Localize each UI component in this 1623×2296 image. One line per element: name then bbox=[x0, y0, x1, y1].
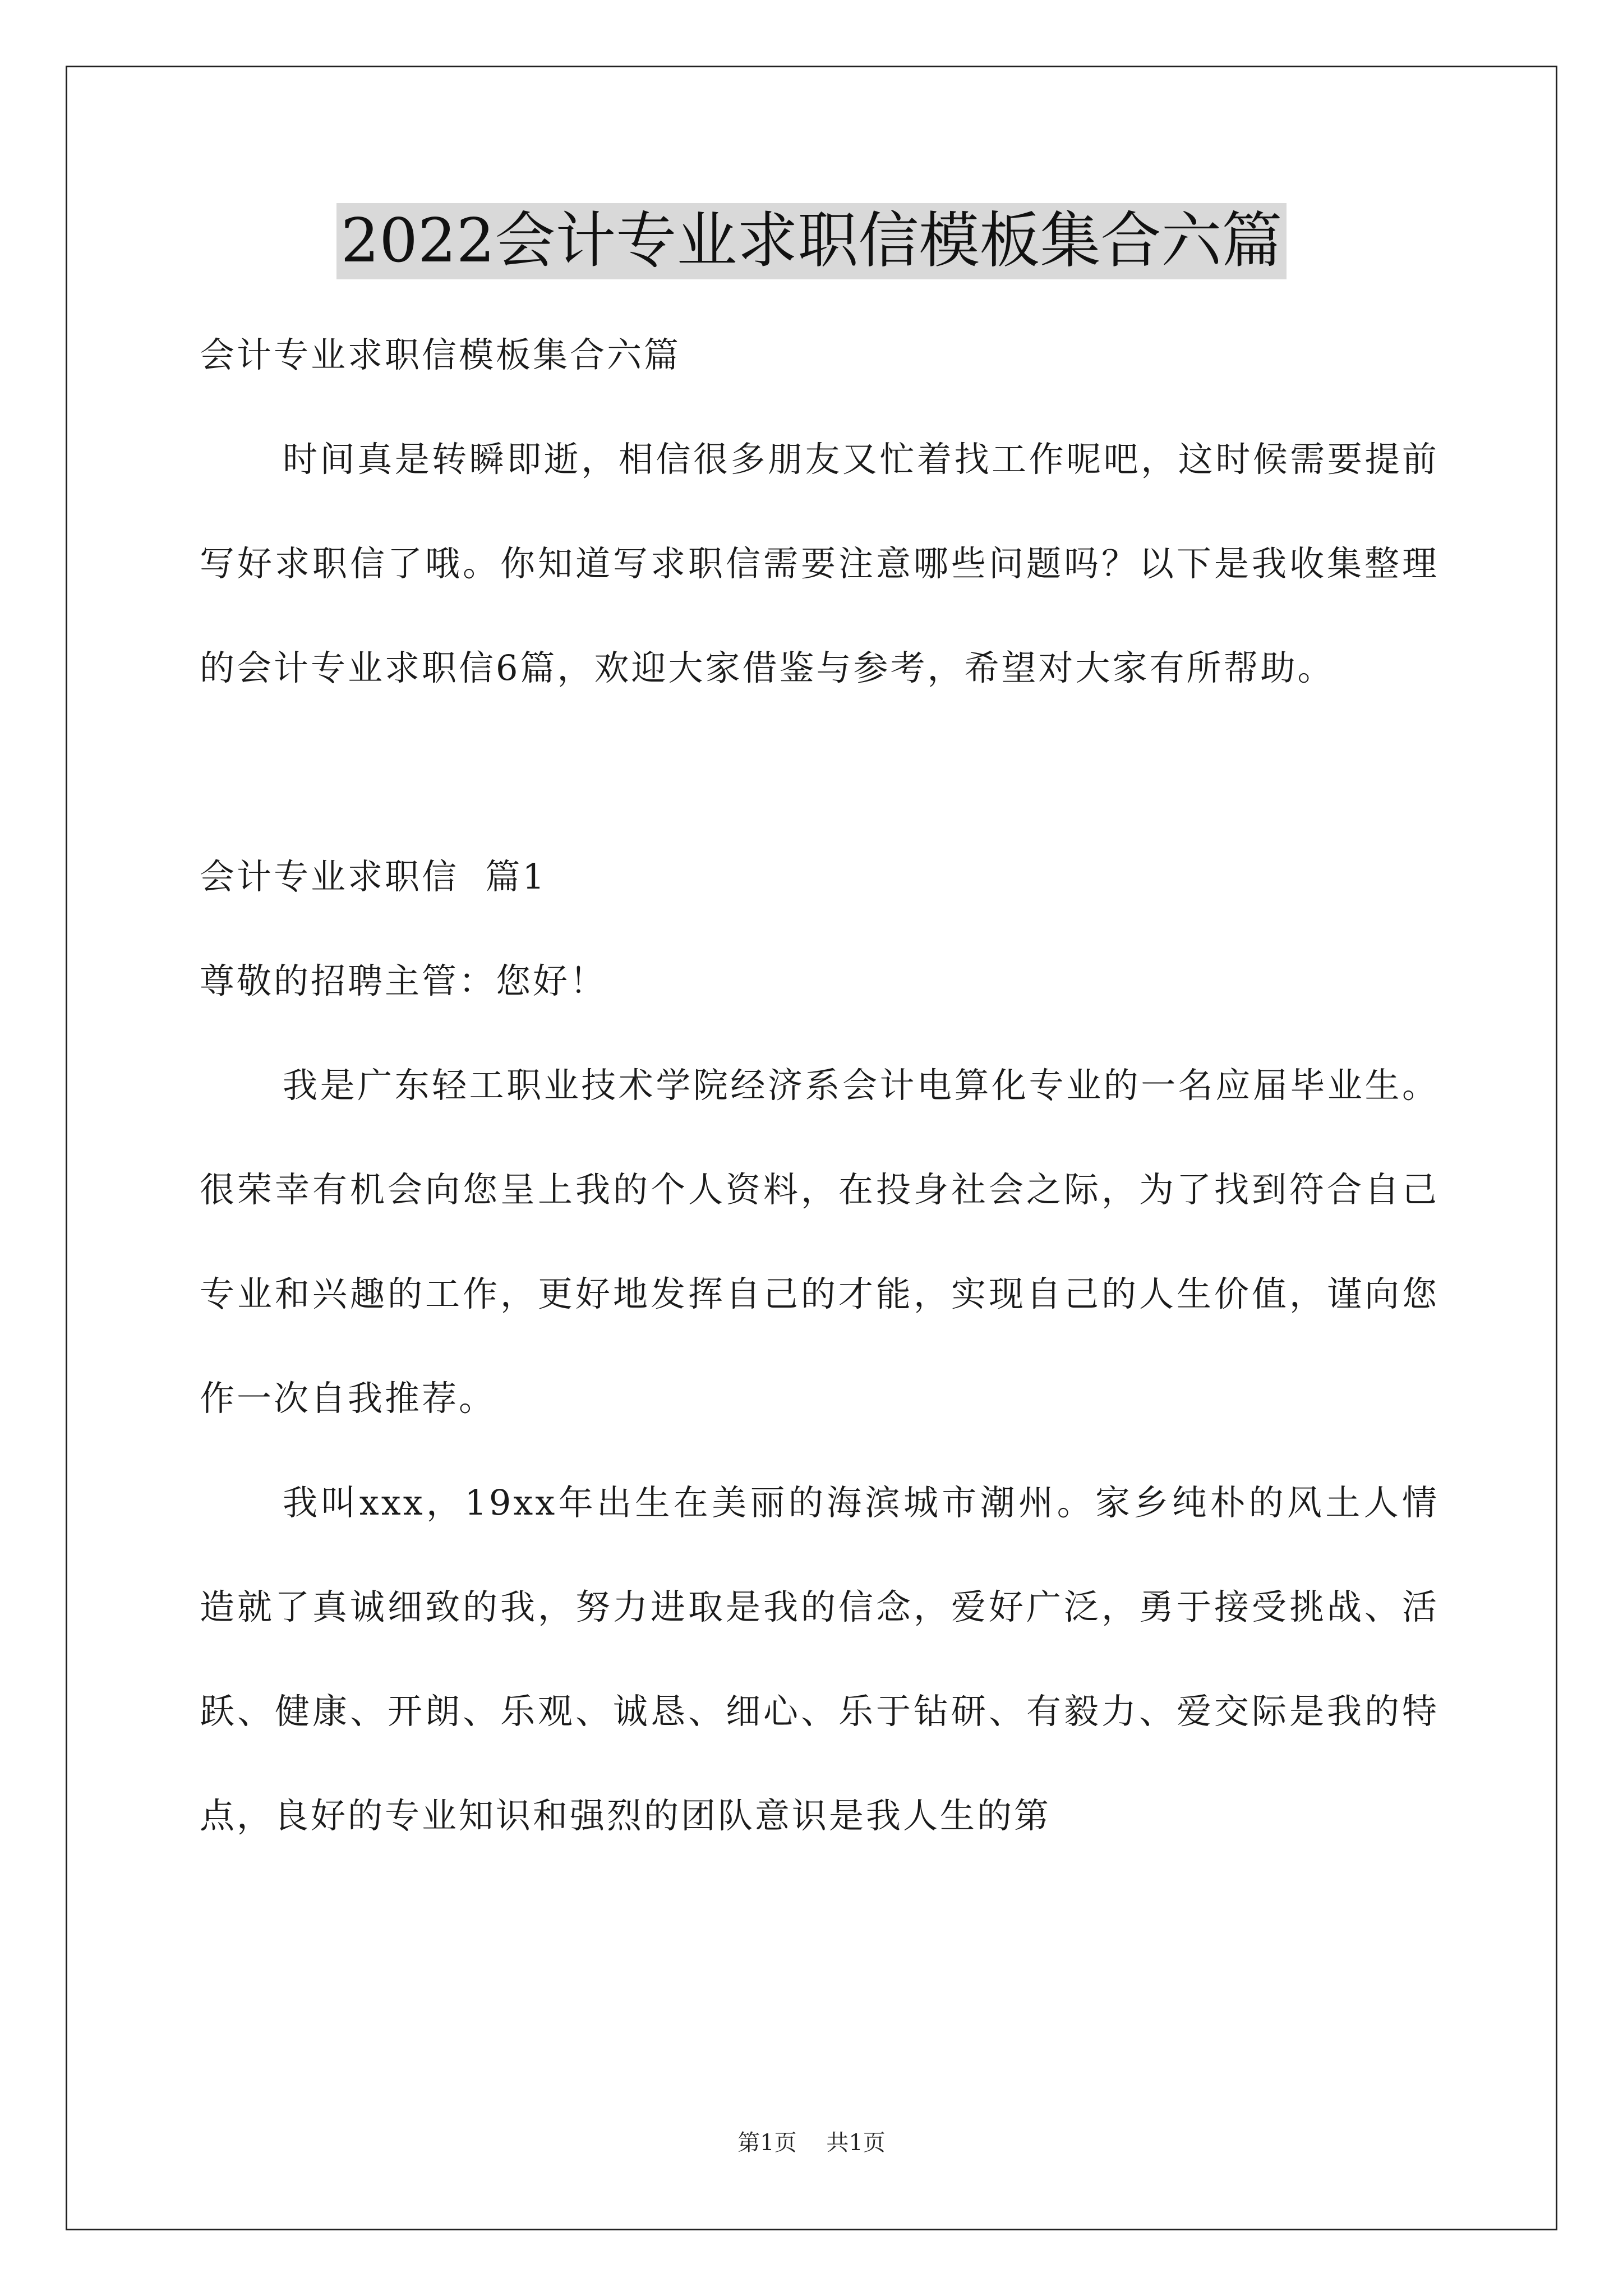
salutation: 尊敬的招聘主管：您好！ bbox=[200, 960, 607, 1001]
page-total: 共1页 bbox=[826, 2130, 886, 2156]
section-heading: 会计专业求职信 篇1 bbox=[200, 856, 547, 897]
document-title-wrapper bbox=[0, 203, 1623, 279]
document-title: 2022会计专业求职信模板集合六篇 bbox=[336, 203, 1287, 279]
section-spacer bbox=[200, 720, 1439, 825]
body-paragraph-1: 我是广东轻工职业技术学院经济系会计电算化专业的一名应届毕业生。很荣幸有机会向您呈上我的个人资料，在投身社会之际，为了找到符合自己专业和兴趣的工作，更好地发挥自己的才能，实现自己的人生价值，谨向您作一次自我推荐。 bbox=[200, 1065, 1439, 1419]
page-footer bbox=[0, 2129, 1623, 2156]
page-number: 第1页 bbox=[737, 2130, 797, 2156]
body-paragraph-2: 我叫xxx，19xx年出生在美丽的海滨城市潮州。家乡纯朴的风土人情造就了真诚细致的我，努力进取是我的信念，爱好广泛，勇于接受挑战、活跃、健康、开朗、乐观、诚恳、细心、乐于钻研、有毅力、爱交际是我的特点，良好的专业知识和强烈的团队意识是我人生的第 bbox=[200, 1482, 1439, 1836]
intro-paragraph: 时间真是转瞬即逝，相信很多朋友又忙着找工作呢吧，这时候需要提前写好求职信了哦。你知道写求职信需要注意哪些问题吗？以下是我收集整理的会计专业求职信6篇，欢迎大家借鉴与参考，希望对大家有所帮助。 bbox=[200, 439, 1439, 688]
document-body bbox=[200, 303, 1439, 1868]
document-subtitle: 会计专业求职信模板集合六篇 bbox=[200, 334, 681, 375]
